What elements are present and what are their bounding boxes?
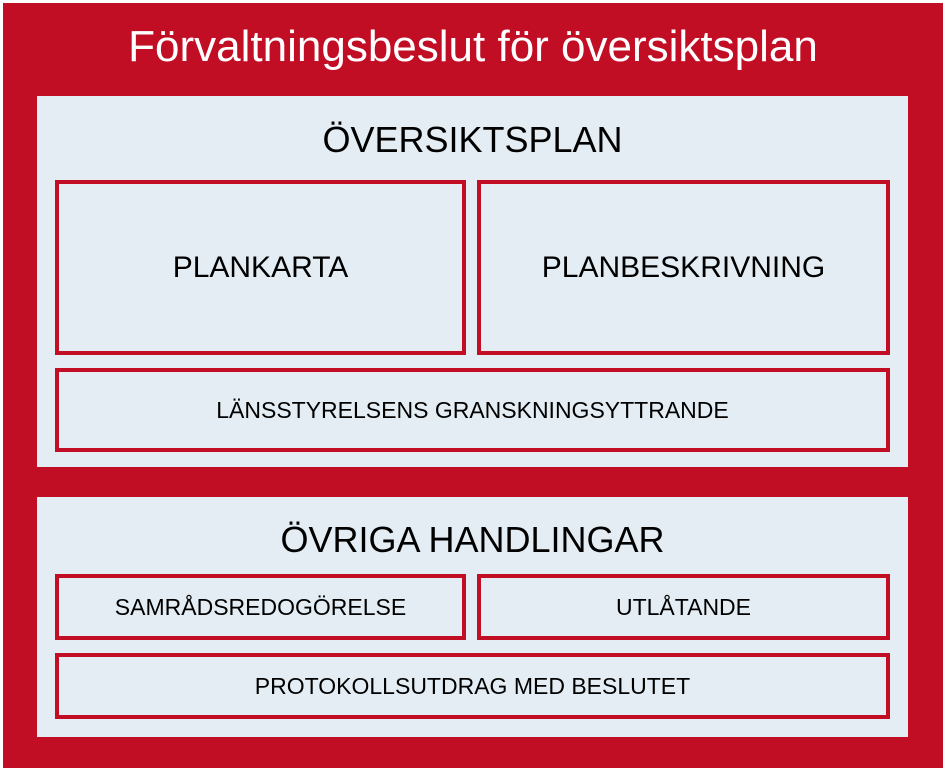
ovriga-handlingar-panel [37,497,908,737]
planbeskrivning-label: PLANBESKRIVNING [541,250,826,284]
utlatande-label: UTLÅTANDE [615,593,752,620]
plankarta-box [55,180,466,355]
lansstyrelsen-box [55,368,890,452]
samradsredogorelse-label: SAMRÅDSREDOGÖRELSE [114,593,407,620]
oversiktsplan-panel [37,96,908,467]
oversiktsplan-heading: ÖVERSIKTSPLAN [322,119,623,160]
diagram-title: Förvaltningsbeslut för översiktsplan [128,22,818,71]
lansstyrelsen-label: LÄNSSTYRELSENS GRANSKNINGSYTTRANDE [216,396,729,423]
protokollsutdrag-label: PROTOKOLLSUTDRAG MED BESLUTET [254,672,691,699]
samradsredogorelse-box [55,574,466,640]
plankarta-label: PLANKARTA [172,250,349,284]
protokollsutdrag-box [55,653,890,719]
ovriga-handlingar-heading: ÖVRIGA HANDLINGAR [280,519,665,560]
utlatande-box [477,574,890,640]
planbeskrivning-box [477,180,890,355]
